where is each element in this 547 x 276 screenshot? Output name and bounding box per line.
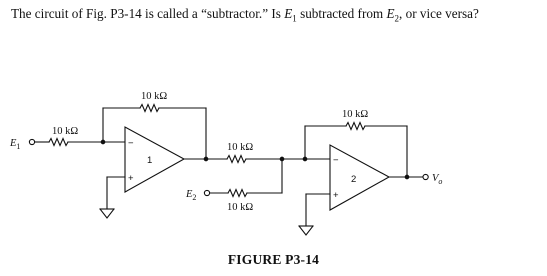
e2-resistor — [228, 190, 247, 197]
label-vo-subscript: o — [438, 177, 443, 186]
label-e2-subscript: 2 — [192, 193, 197, 202]
question-text-part-1: The circuit of Fig. P3-14 is called a “subtractor.” Is — [11, 6, 285, 21]
label-between-resistor: 10 kΩ — [227, 142, 254, 153]
junction-opamp2-output — [405, 175, 409, 179]
label-vo-symbol: V — [432, 173, 439, 184]
label-opamp-2: 2 — [351, 174, 357, 185]
label-e2-resistor: 10 kΩ — [227, 202, 254, 213]
e2-input-terminal — [204, 190, 228, 195]
feedback-resistor-1 — [140, 105, 159, 112]
vo-output-terminal — [423, 174, 428, 179]
label-e1 — [9, 138, 20, 151]
label-e1-subscript: 1 — [16, 142, 21, 151]
label-e2 — [185, 189, 196, 202]
label-feedback-resistor-2: 10 kΩ — [342, 109, 369, 120]
e1-input-terminal — [29, 139, 49, 144]
between-stage-resistor — [227, 156, 246, 163]
label-e1-symbol: E — [10, 138, 17, 149]
label-opamp-2-plus: + — [333, 190, 339, 201]
input-resistor-r1 — [49, 139, 68, 146]
label-opamp-2-minus: − — [333, 155, 339, 166]
label-input-resistor: 10 kΩ — [52, 126, 79, 137]
e1-subscript: 1 — [292, 13, 297, 24]
opamp-2 — [330, 145, 389, 210]
label-opamp-1: 1 — [147, 155, 153, 166]
label-vo — [432, 173, 442, 186]
label-opamp-1-minus: − — [128, 138, 134, 149]
ground-symbol-1 — [100, 209, 114, 218]
e2-symbol: E — [386, 6, 395, 21]
question-text-part-3: , or vice versa? — [399, 6, 479, 21]
label-opamp-1-plus: + — [128, 173, 134, 184]
label-e2-symbol: E — [186, 189, 193, 200]
e2-subscript: 2 — [394, 13, 400, 24]
e1-symbol: E — [284, 6, 293, 21]
question-text-part-2: subtracted from — [296, 6, 387, 21]
figure-caption: FIGURE P3-14 — [227, 252, 320, 267]
ground-symbol-2 — [299, 226, 313, 235]
label-feedback-resistor-1: 10 kΩ — [141, 91, 168, 102]
opamp-1 — [125, 127, 184, 192]
feedback-resistor-2 — [346, 123, 365, 130]
